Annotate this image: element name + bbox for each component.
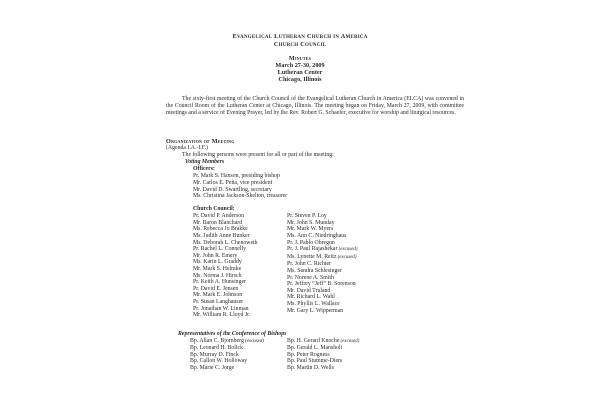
bishop-member: Bp. Leonard H. Bolick: [190, 345, 243, 352]
bishop-member: Bp. Paul Stumme-Diers: [287, 358, 343, 365]
document-header: [0, 33, 600, 48]
council-member: Ms. Deborah L. Chenoweth: [193, 239, 258, 246]
council-member: Pr. J. Pablo Obregon: [287, 239, 335, 246]
council-member: Pr. Norene A. Smith: [287, 274, 334, 281]
excused-tag: (excused): [337, 247, 358, 253]
officer-item: Mr. David D. Swartling, secretary: [193, 186, 272, 193]
officer-list: [193, 173, 464, 200]
bishop-member: Bp. Marie C. Jorge: [190, 365, 235, 372]
excused-tag: (excused): [339, 338, 360, 344]
bishop-member: Bp. Allan C. Bjornberg (excused): [190, 337, 264, 344]
council-member: Pr. Keith A. Hunsinger: [193, 279, 246, 286]
council-member: Pr. Rachel L. Connelly: [193, 246, 246, 253]
council-member: Pr. Susan Langhauser: [193, 298, 244, 305]
meeting-date: March 27-30, 2009: [275, 62, 325, 69]
council-member: Pr. Jeffrey “Jeff” B. Sorenson: [287, 281, 356, 288]
bishop-member: Bp. Gerald L. Mansholt: [287, 345, 343, 352]
council-member: Mr. John R. Emery: [193, 252, 238, 259]
council-member: Mr. Mark E. Johnson: [193, 292, 243, 299]
council-member: Ms. Norma J. Hirsch: [193, 272, 242, 279]
officers-heading: Officers:: [193, 166, 215, 172]
bishop-member: Bp. Peter Rogness: [287, 351, 330, 358]
voting-members-heading: Voting Members: [185, 159, 225, 165]
officer-item: Pr. Mark S. Hanson, presiding bishop: [193, 173, 280, 179]
bishop-member: Bp. H. Gerard Knoche (excused): [287, 337, 360, 344]
council-member: Pr. Steven P. Loy: [287, 213, 327, 220]
officer-item: Mr. Carlos E. Peña, vice president: [193, 179, 273, 186]
intro-paragraph: The sixty-first meeting of the Church Council of the Evangelical Lutheran Church in America (ELCA) was convened in the Council Room of the Lutheran Center at Chicago, Illinois. The meeting began on Friday, March 27, 2009, with committee meetings and a service of Evening Prayer, led by the Rev. Robert G. Schaefer, executive for worship and liturgical resources.: [166, 96, 464, 117]
org-name: Evangelical Lutheran Church in America: [232, 33, 368, 40]
minutes-block: [0, 55, 600, 83]
council-member: Ms. Sandra Schlesinger: [287, 267, 342, 274]
meeting-city: Chicago, Illinois: [278, 76, 322, 83]
council-member: Mr. Gary L. Wipperman: [287, 307, 344, 314]
bishops-columns: [190, 338, 464, 372]
council-member: Ms. Lynette M. Reitz (excused): [287, 253, 357, 260]
council-member: Pr. J. Paul Rajashekar (excused): [287, 246, 358, 253]
council-columns: [193, 213, 464, 319]
council-member: Mr. William R. Lloyd Jr.: [193, 312, 251, 319]
organization-of-meeting-section: [166, 138, 464, 372]
bishops-column-right: [287, 338, 464, 372]
council-name: Church Council: [273, 40, 327, 48]
meeting-location: Lutheran Center: [277, 69, 323, 76]
minutes-title: Minutes: [288, 55, 312, 62]
council-member: Pr. David P. Anderson: [193, 213, 245, 220]
council-member: Ms. Karin L. Graddy: [193, 259, 242, 266]
bishop-member: Bp. Callon W. Holloway: [190, 358, 248, 365]
officer-item: Ms. Christina Jackson-Skelton, treasurer: [193, 193, 288, 200]
council-member: Mr. Mark S. Helmke: [193, 265, 242, 272]
council-member: Mr. David Truland: [287, 287, 331, 294]
council-member: Mr. Richard L. Wahl: [287, 294, 335, 301]
bishops-heading: Representatives of the Conference of Bishops: [178, 330, 287, 337]
excused-tag: (excused): [336, 254, 357, 260]
agenda-reference: (Agenda I.A.-I.F.): [166, 145, 208, 151]
council-member: Ms. Judith Anne Bunker: [193, 232, 250, 239]
excused-tag: (excused): [243, 338, 264, 344]
council-member: Mr. John S. Munday: [287, 219, 335, 226]
bishop-member: Bp. Martin D. Wells: [287, 365, 334, 372]
bishops-column-left: [190, 338, 287, 372]
council-member: Ms. Rebecca Jo Brakke: [193, 226, 248, 233]
council-member: Pr. John C. Richter: [287, 261, 331, 268]
section-title: Organization of Meeting: [166, 138, 235, 145]
council-member: Mr. Baron Blanchard: [193, 219, 243, 226]
council-member: Ms. Phyllis L. Wallace: [287, 300, 340, 307]
attendance-intro: The following persons were present for all or part of the meeting:: [182, 152, 334, 158]
council-member: Pr. Jonathan W. Linman: [193, 305, 249, 312]
council-column-right: [287, 213, 464, 319]
council-member: Ms. Ann C. Niedringhaus: [287, 232, 347, 239]
bishop-member: Bp. Murray D. Finck: [190, 351, 239, 358]
council-member: Pr. David E. Jensen: [193, 285, 239, 292]
church-council-heading: Church Council:: [193, 206, 235, 213]
council-column-left: [193, 213, 287, 319]
council-member: Mr. Mark W. Myers: [287, 226, 334, 233]
